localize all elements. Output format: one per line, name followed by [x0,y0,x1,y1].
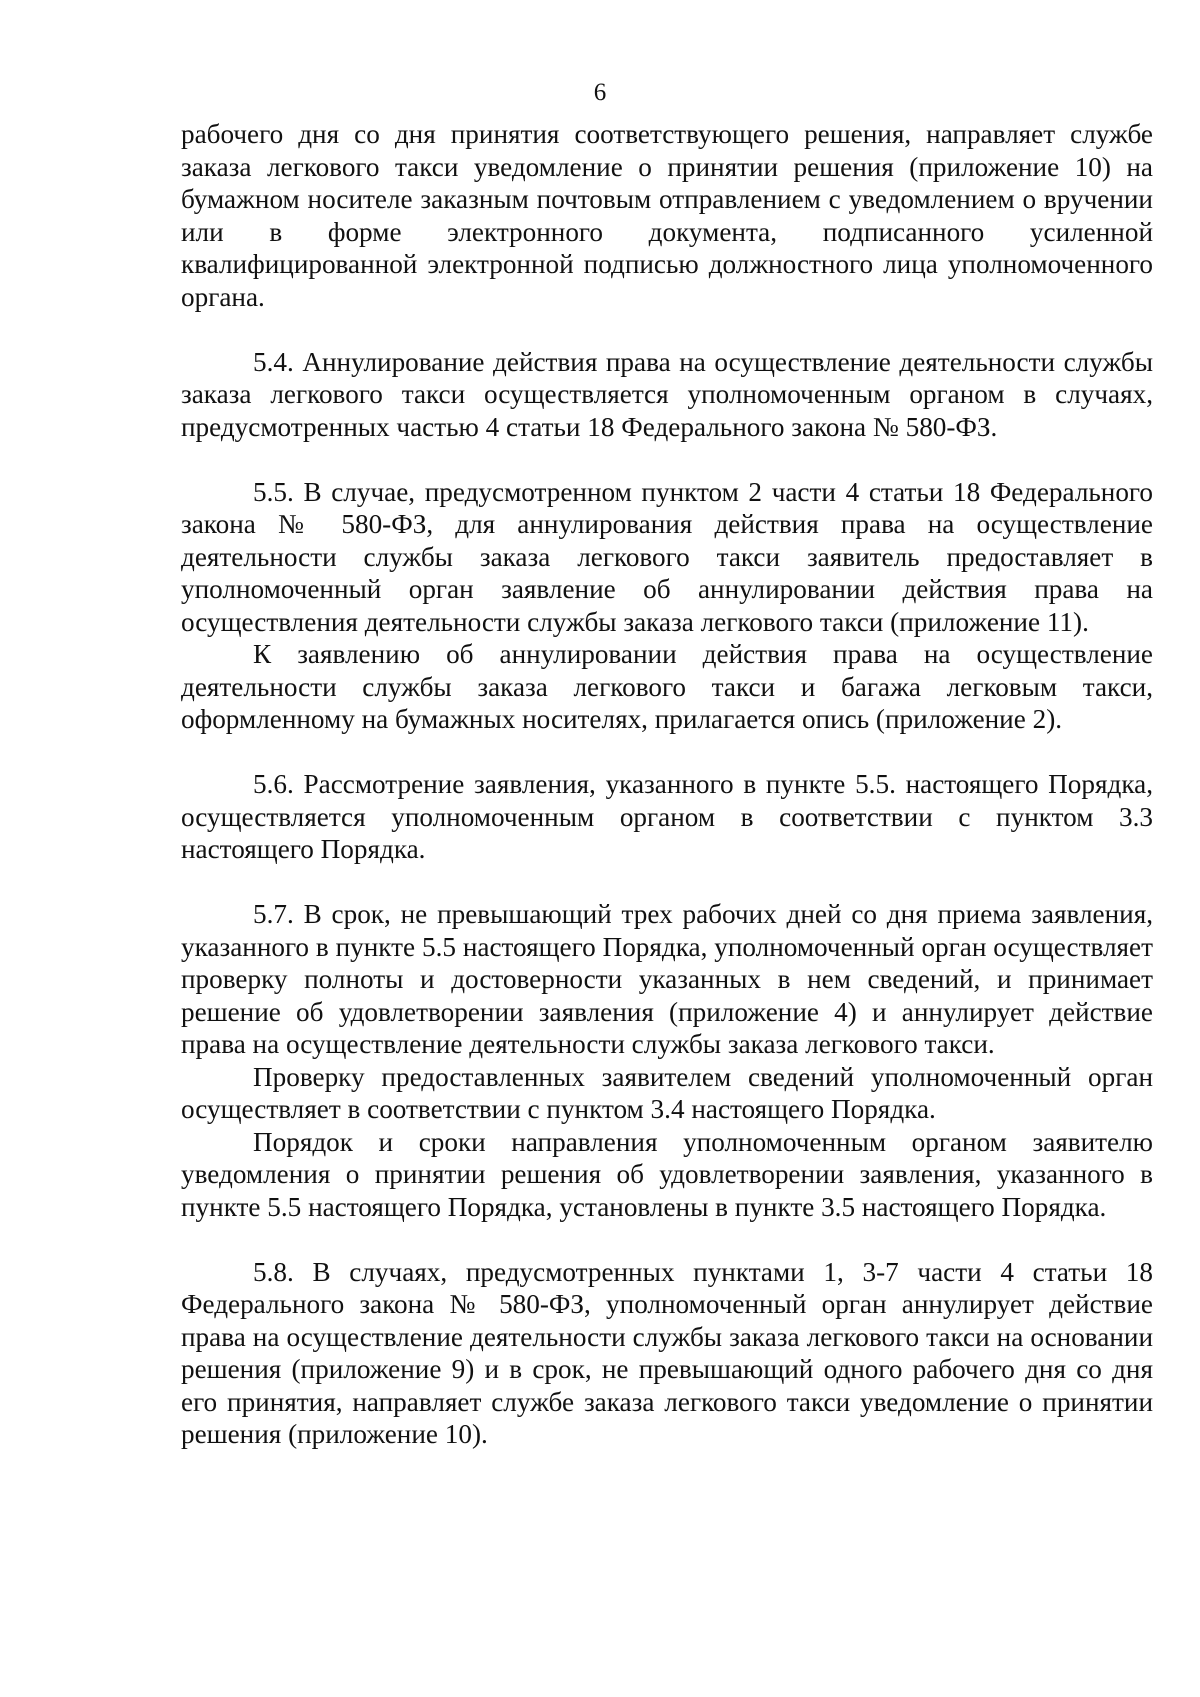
paragraph-spacer [181,736,1153,769]
paragraph-5-6: 5.6. Рассмотрение заявления, указанного в пункте 5.5. настоящего Порядка, осуществляется уполномоченным органом в соответствии с пунктом 3.3 настоящего Порядка. [181,769,1153,864]
paragraph-spacer [181,313,1153,346]
paragraph-5-7-verification: Проверку предоставленных заявителем сведений уполномоченный орган осуществляет в соответствии с пунктом 3.4 настоящего Порядка. [181,1061,1153,1124]
paragraph-continuation: рабочего дня со дня принятия соответствующего решения, направляет службе заказа легкового такси уведомление о принятии решения (приложение 10) на бумажном носителе заказным почтовым отправлением с уведомлением о вручении или в форме электронного документа, подписанного усиленной квалифицированной электронной подписью должностного лица уполномоченного органа. [181,119,1153,312]
paragraph-5-7: 5.7. В срок, не превышающий трех рабочих дней со дня приема заявления, указанного в пункте 5.5 настоящего Порядка, уполномоченный орган осуществляет проверку полноты и достоверности указанных в нем сведений, и принимает решение об удовлетворении заявления (приложение 4) и аннулирует действие права на осуществление деятельности службы заказа легкового такси. [181,899,1153,1059]
paragraph-5-4: 5.4. Аннулирование действия права на осуществление деятельности службы заказа легкового такси осуществляется уполномоченным органом в случаях, предусмотренных частью 4 статьи 18 Федерального закона № 580-ФЗ. [181,346,1153,442]
paragraph-spacer [181,866,1153,899]
paragraph-5-5: 5.5. В случае, предусмотренном пунктом 2 части 4 статьи 18 Федерального закона № 580-ФЗ, для аннулирования действия права на осуществление деятельности службы заказа легкового такси заявитель предоставляет в уполномоченный орган заявление об аннулировании действия права на осуществления деятельности службы заказа легкового такси (приложение 11). [181,476,1153,637]
paragraph-spacer [181,443,1153,476]
page-number: 6 [593,79,607,106]
paragraph-5-8: 5.8. В случаях, предусмотренных пунктами 1, 3-7 части 4 статьи 18 Федерального закона № 580-ФЗ, уполномоченный орган аннулирует действие права на осуществление деятельности службы заказа легкового такси на основании решения (приложение 9) и в срок, не превышающий одного рабочего дня со дня его принятия, направляет службе заказа легкового такси уведомление о принятии решения (приложение 10). [181,1256,1153,1449]
paragraph-spacer [181,1223,1153,1256]
paragraph-5-5-attachment: К заявлению об аннулировании действия права на осуществление деятельности службы заказа легкового такси и багажа легковым такси, оформленному на бумажных носителях, прилагается опись (приложение 2). [181,639,1153,734]
paragraph-5-7-notification: Порядок и сроки направления уполномоченным органом заявителю уведомления о принятии решения об удовлетворении заявления, указанного в пункте 5.5 настоящего Порядка, установлены в пункте 3.5 настоящего Порядка. [181,1126,1153,1222]
document-body [181,118,1153,1451]
